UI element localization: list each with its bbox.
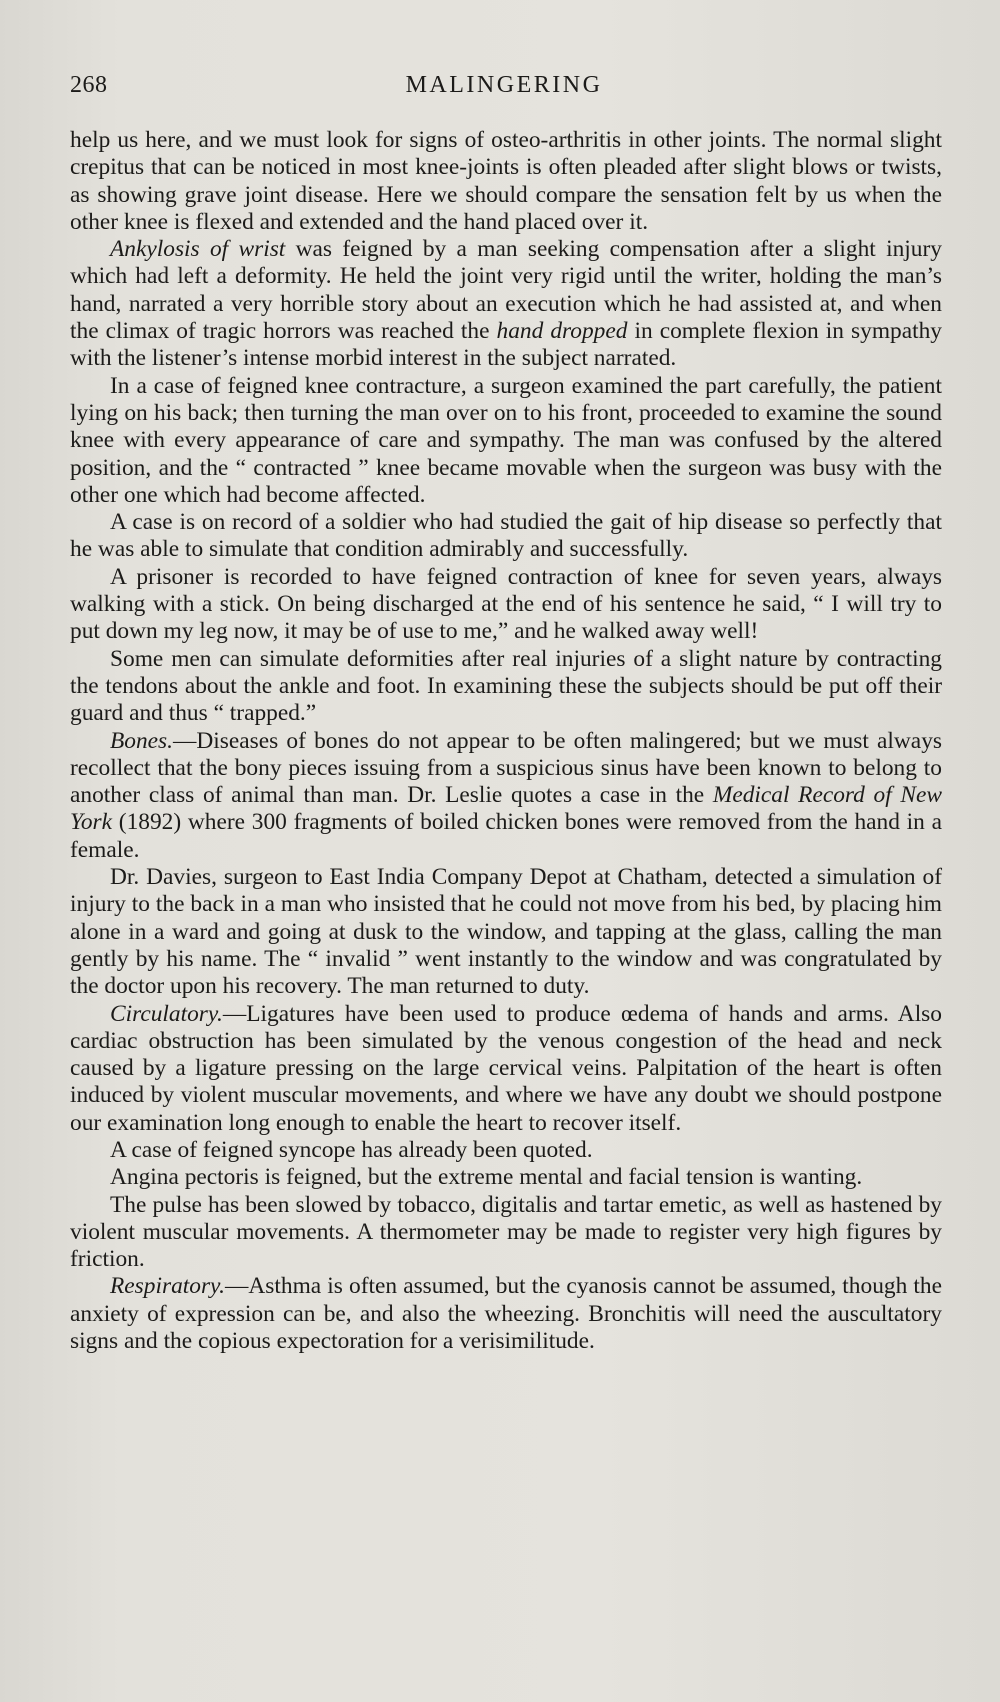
paragraph: help us here, and we must look for signs of osteo-arthritis in other joints. The normal slight crepitus that can be noticed in most knee-joints is often pleaded after slight blows or twists, as showing grave joint disease. Here we should compare the sensation felt by us when the other knee is flexed and extended and the hand placed over it. [70,127,942,235]
paragraph: The pulse has been slowed by tobacco, digitalis and tartar emetic, as well as hastened by violent muscular movements. A thermometer may be made to register very high figures by friction. [70,1191,942,1273]
paragraph: Angina pectoris is feigned, but the extreme mental and facial tension is wanting. [110,1164,863,1191]
paragraph: Ankylosis of wrist was feigned by a man seeking compensation after a slight injury which had left a deformity. He held the joint very rigid until the writer, holding the man’s hand, narrated a very horrible story about an execution which he had assisted at, and when the climax of tragic horrors was reached the hand dropped in complete flexion in sympathy with the listener’s intense morbid interest in the subject narrated. [70,236,942,372]
paragraph: Dr. Davies, surgeon to East India Company Depot at Chatham, detected a simulation of injury to the back in a man who insisted that he could not move from his bed, by placing him alone in a ward and going at dusk to the window, and tapping at the glass, calling the man gently by his name. The “ invalid ” went instantly to the window and was congratulated by the doctor upon his recovery. The man returned to duty. [70,864,942,1000]
paragraph: In a case of feigned knee contracture, a surgeon examined the part carefully, the patient lying on his back; then turning the man over on to his front, proceeded to examine the sound knee with every appearance of care and sympathy. The man was confused by the altered position, and the “ contracted ” knee became movable when the surgeon was busy with the other one which had become affected. [70,372,942,508]
paragraph: A case is on record of a soldier who had studied the gait of hip disease so perfectly that he was able to simulate that condition admirably and successfully. [70,509,942,563]
section-lead: Bones. [110,727,174,754]
journal-title: Medical Record of New York [70,782,942,836]
paragraph: Some men can simulate deformities after real injuries of a slight nature by contracting the tendons about the ankle and foot. In examining these the subjects should be put off their guard and thus “ trapped.” [70,645,942,727]
paragraph: A case of feigned syncope has already been quoted. [110,1136,593,1163]
paragraph: Circulatory.—Ligatures have been used to produce œdema of hands and arms. Also cardiac obstruction has been simulated by the venous congestion of the head and neck caused by a ligature pressing on the large cervical veins. Palpitation of the heart is often induced by violent muscular movements, and where we have any doubt we should postpone our examination long enough to enable the heart to recover itself. [70,1000,942,1136]
paragraph: Bones.—Diseases of bones do not appear to be often malingered; but we must always recollect that the bony pieces issuing from a suspicious sinus have been known to belong to another class of animal than man. Dr. Leslie quotes a case in the Medical Record of New York (1892) where 300 fragments of boiled chicken bones were removed from the hand in a female. [70,727,942,863]
paragraph: A prisoner is recorded to have feigned contraction of knee for seven years, always walking with a stick. On being discharged at the end of his sentence he said, “ I will try to put down my leg now, it may be of use to me,” and he walked away well! [70,563,942,645]
section-lead: Circulatory. [110,1000,223,1027]
paragraph: Respiratory.—Asthma is often assumed, but the cyanosis cannot be assumed, though the anxiety of expression can be, and also the wheezing. Bronchitis will need the auscultatory signs and the copious expectoration for a verisimilitude. [70,1273,942,1355]
body-text [70,127,942,1355]
section-lead: Respiratory. [110,1273,225,1300]
emphasis: hand dropped [496,318,628,345]
page-number: 268 [70,72,108,98]
page-header [70,72,938,108]
section-lead: Ankylosis of wrist [110,236,286,263]
running-title: MALINGERING [405,72,603,98]
